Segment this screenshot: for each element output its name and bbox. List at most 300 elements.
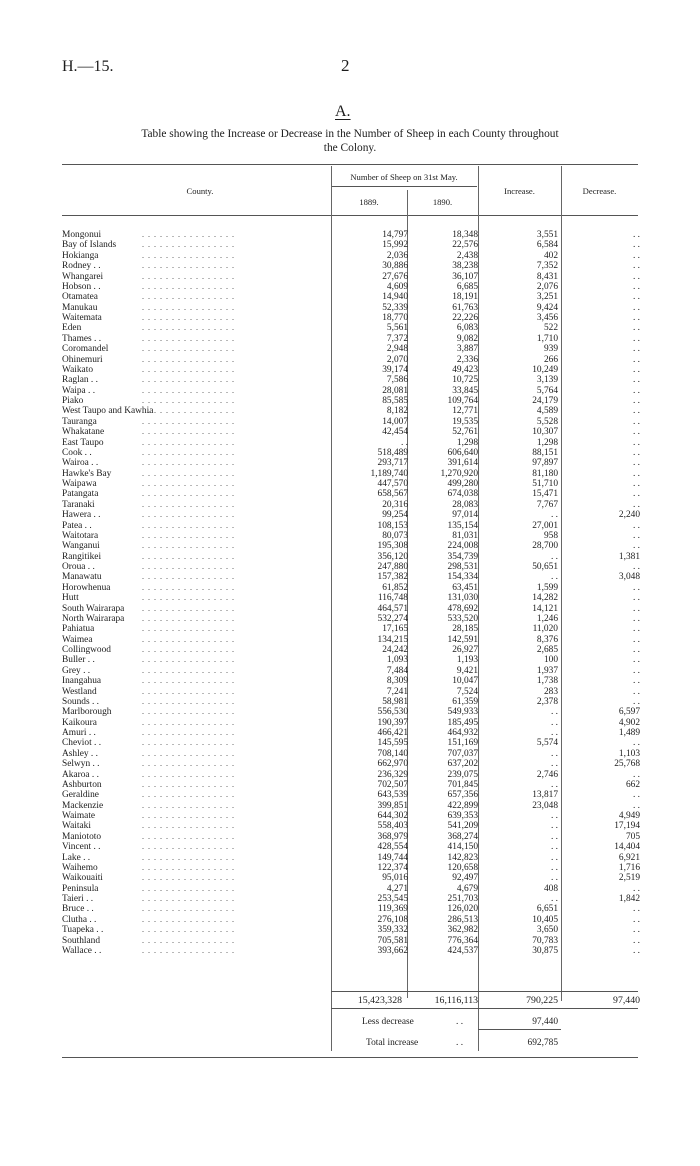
sheep-1890: 2,438 [456, 250, 478, 261]
decrease-value: 705 [625, 831, 640, 842]
table-row [0, 738, 700, 748]
increase-value: 7,352 [536, 261, 558, 272]
county-name: Waimate [62, 811, 96, 821]
table-row [0, 427, 700, 437]
sheep-1890: 61,763 [452, 302, 478, 313]
increase-value: . . [550, 551, 558, 562]
sheep-1889: . . [400, 437, 408, 448]
header-bottom-rule [62, 215, 638, 216]
table-row [0, 251, 700, 261]
sheep-1890: 7,524 [456, 686, 478, 697]
dot-leader: . . . . . . . . . . . . . . . . [142, 645, 235, 654]
decrease-value: . . [632, 935, 640, 946]
sheep-1890: 298,531 [447, 562, 478, 572]
county-name: Horowhenua [62, 582, 111, 593]
county-name: Hawera . . [62, 510, 101, 521]
increase-value: 3,650 [536, 925, 558, 936]
sheep-1890: 22,576 [452, 240, 478, 251]
decrease-value: . . [632, 541, 640, 552]
sheep-1890: 142,591 [447, 634, 478, 645]
dot-leader: . . . . . . . . . . . . . . . . [142, 582, 235, 592]
header-year-1890: 1890. [432, 197, 453, 207]
page-number: 2 [341, 56, 350, 75]
increase-value: 28,700 [532, 541, 558, 552]
dot-leader: . . . . . . . . . . . . . . . . [142, 562, 235, 571]
sheep-1889: 119,369 [377, 904, 408, 915]
sheep-1889: 7,372 [386, 333, 408, 344]
decrease-value: . . [632, 676, 640, 687]
county-name: Pahiatua [62, 624, 95, 635]
sheep-1890: 142,823 [447, 852, 478, 863]
table-row [0, 438, 700, 448]
dot-leader: . . . . . . . . . . . . . . . . [142, 489, 235, 499]
increase-value: 2,076 [536, 281, 558, 292]
table-row [0, 261, 700, 271]
increase-value: 6,584 [536, 240, 558, 251]
sheep-1890: 639,353 [447, 811, 478, 821]
increase-value: 2,685 [536, 645, 558, 655]
sheep-1890: 49,423 [452, 364, 478, 375]
sheep-1889: 20,316 [382, 499, 408, 510]
county-name: Thames . . [62, 333, 102, 344]
table-row [0, 821, 700, 831]
increase-value: . . [550, 707, 558, 718]
decrease-value: . . [632, 479, 640, 489]
county-name: Lake . . [62, 852, 91, 863]
county-name: Manukau [62, 302, 98, 313]
sheep-1890: 22,226 [452, 313, 478, 323]
dot-leader: . . . . . . . . . . . . . . . . [142, 593, 235, 603]
increase-value: 15,471 [532, 489, 558, 500]
table-row [0, 531, 700, 541]
sheep-1890: 9,421 [456, 665, 478, 676]
county-name: Patea . . [62, 520, 92, 531]
county-name: Hokianga [62, 250, 99, 261]
sheep-1889: 643,539 [377, 790, 408, 801]
dot-leader: . . . . . . . . . . . . . . . . [142, 406, 235, 416]
dot-leader: . . . . . . . . . . . . . . . . [142, 862, 235, 872]
table-row [0, 469, 700, 479]
dot-leader: . . . . . . . . . . . . . . . . [142, 240, 235, 250]
sheep-1889: 24,242 [382, 645, 408, 655]
decrease-value: 14,404 [614, 842, 640, 853]
dot-leader: . . . . . . . . . . . . . . . . [142, 396, 235, 405]
decrease-value: . . [632, 738, 640, 749]
table-row [0, 375, 700, 385]
dot-leader: . . . . . . . . . . . . . . . . [142, 707, 235, 717]
dot-leader: . . . . . . . . . . . . . . . . [142, 696, 235, 706]
sheep-1889: 356,120 [377, 551, 408, 562]
county-name: Waipawa [62, 479, 97, 489]
increase-value: . . [550, 852, 558, 863]
dot-leader: . . . . . . . . . . . . . . . . [142, 717, 235, 727]
decrease-value: . . [632, 499, 640, 510]
sheep-1890: 674,038 [447, 489, 478, 500]
sheep-1889: 702,507 [377, 779, 408, 790]
increase-value: 23,048 [532, 800, 558, 811]
table-row [0, 811, 700, 821]
sheep-1889: 7,586 [386, 375, 408, 386]
sheep-1890: 61,359 [452, 696, 478, 707]
increase-value: . . [550, 842, 558, 853]
decrease-value: . . [632, 562, 640, 572]
sheep-1890: 606,640 [447, 447, 478, 458]
sheep-1889: 7,241 [386, 686, 408, 697]
county-name: Tauranga [62, 416, 97, 427]
table-row [0, 894, 700, 904]
table-row [0, 687, 700, 697]
county-name: Hobson . . [62, 281, 101, 292]
table-row [0, 240, 700, 250]
table-title-line-2: the Colony. [323, 142, 377, 154]
table-row [0, 925, 700, 935]
county-name: Taieri . . [62, 894, 94, 904]
increase-value: 13,817 [532, 790, 558, 801]
dot-leader: . . . . . . . . . . . . . . . . [142, 313, 235, 322]
decrease-value: . . [632, 385, 640, 396]
sheep-1889: 428,554 [377, 842, 408, 853]
sheep-1889: 464,571 [377, 603, 408, 614]
county-name: Coromandel [62, 344, 109, 355]
dot-leader: . . . . . . . . . . . . . . . . [142, 468, 235, 478]
table-row [0, 904, 700, 914]
dot-leader: . . . . . . . . . . . . . . . . [142, 738, 235, 748]
county-name: Patangata [62, 489, 99, 500]
decrease-value: . . [632, 406, 640, 417]
sheep-1889: 122,374 [377, 862, 408, 873]
table-title-line-1: Table showing the Increase or Decrease in the Number of Sheep in each County throughout [141, 128, 559, 140]
county-name: Wallace . . [62, 945, 102, 956]
increase-value: 10,405 [532, 914, 558, 925]
county-name: Otamatea [62, 292, 98, 303]
table-row [0, 676, 700, 686]
sheep-1889: 85,585 [382, 396, 408, 406]
sheep-1890: 18,191 [452, 292, 478, 303]
table-row [0, 541, 700, 551]
sheep-1889: 705,581 [377, 935, 408, 946]
sheep-1890: 354,739 [447, 551, 478, 562]
increase-value: 24,179 [532, 396, 558, 406]
table-row [0, 655, 700, 665]
decrease-value: 2,240 [618, 510, 640, 521]
dot-leader: . . . . . . . . . . . . . . . . [142, 572, 235, 582]
county-name: Kaikoura [62, 717, 97, 728]
county-name: Waipa . . [62, 385, 96, 396]
dot-leader: . . . . . . . . . . . . . . . . [142, 883, 235, 893]
sheep-1889: 14,797 [382, 230, 408, 240]
sheep-1889: 17,165 [382, 624, 408, 635]
sheep-1889: 276,108 [377, 914, 408, 925]
increase-value: 7,767 [536, 499, 558, 510]
table-row [0, 510, 700, 520]
total-increase-value: 692,785 [527, 1038, 558, 1048]
header-number-of-sheep: Number of Sheep on 31st May. [350, 172, 458, 182]
decrease-value: . . [632, 323, 640, 334]
county-name: Oroua . . [62, 562, 95, 572]
sheep-1890: 6,083 [456, 323, 478, 334]
sheep-1889: 662,970 [377, 759, 408, 770]
county-name: Bay of Islands [62, 240, 117, 251]
county-name: Southland [62, 935, 101, 946]
table-row [0, 873, 700, 883]
sheep-1890: 499,280 [447, 479, 478, 489]
increase-value: 88,151 [532, 447, 558, 458]
increase-value: 97,897 [532, 458, 558, 469]
less-decrease-label: Less decrease [362, 1017, 414, 1027]
county-name: North Wairarapa [62, 613, 125, 624]
increase-value: 70,783 [532, 935, 558, 946]
increase-value: 402 [543, 250, 558, 261]
dot-leader: . . . . . . . . . . . . . . . . [142, 935, 235, 945]
county-name: Bruce . . [62, 904, 94, 915]
sheep-1890: 701,845 [447, 779, 478, 790]
table-row [0, 728, 700, 738]
sheep-1889: 466,421 [377, 728, 408, 738]
sheep-1889: 1,093 [386, 655, 408, 666]
table-row [0, 386, 700, 396]
dot-leader: . . . . . . . . . . . . . . . . [142, 437, 235, 447]
table-row [0, 396, 700, 406]
dot-leader: . . . . . . . . . . . . . . . . [142, 281, 235, 291]
total-increase-label: Total increase [366, 1038, 419, 1048]
county-name: Akaroa . . [62, 769, 99, 780]
dot-leader: . . . . . . . . . . . . . . . . [142, 676, 235, 686]
table-row [0, 936, 700, 946]
dot-leader: . . . . . . . . . . . . . . . . [142, 385, 235, 395]
less-decrease-value: 97,440 [532, 1017, 558, 1027]
increase-value: 5,574 [536, 738, 558, 749]
table-row [0, 842, 700, 852]
table-row [0, 645, 700, 655]
dot-leader: . . . . . . . . . . . . . . . . [142, 354, 235, 364]
table-row [0, 458, 700, 468]
county-name: Waikato [62, 364, 94, 375]
dot-leader: . . . . . . . . . . . . . . . . [142, 728, 235, 737]
sheep-1889: 558,403 [377, 821, 408, 832]
sheep-1889: 39,174 [382, 364, 408, 375]
county-name: Waitaki [62, 821, 91, 832]
increase-value: 14,121 [532, 603, 558, 614]
sheep-1890: 135,154 [447, 520, 478, 531]
table-row [0, 790, 700, 800]
increase-value: 3,551 [536, 230, 558, 240]
increase-value: 5,764 [536, 385, 558, 396]
sheep-1890: 1,298 [456, 437, 478, 448]
county-name: Waitotara [62, 530, 99, 541]
decrease-value: . . [632, 271, 640, 282]
table-row [0, 707, 700, 717]
county-name: South Wairarapa [62, 603, 125, 614]
increase-value: 2,746 [536, 769, 558, 780]
dot-leader: . . . . . . . . . . . . . . . . [142, 479, 235, 488]
increase-value: 14,282 [532, 593, 558, 604]
increase-value: 5,528 [536, 416, 558, 427]
sheep-1889: 247,880 [377, 562, 408, 572]
table-row [0, 292, 700, 302]
county-name: Eden [62, 323, 82, 334]
increase-value: 6,651 [536, 904, 558, 915]
dot-leader: . . . . . . . . . . . . . . . . [142, 624, 235, 634]
county-name: Buller . . [62, 655, 95, 666]
sheep-1890: 10,725 [452, 375, 478, 386]
dot-leader: . . . . . . . . . . . . . . . . [142, 925, 235, 935]
decrease-value: . . [632, 655, 640, 666]
sheep-1890: 533,520 [447, 613, 478, 624]
dot-leader: . . . . . . . . . . . . . . . . [142, 748, 235, 758]
dot-leader: . . . . . . . . . . . . . . . . [142, 250, 235, 260]
increase-value: . . [550, 572, 558, 583]
sheep-1890: 478,692 [447, 603, 478, 614]
sheep-1890: 776,364 [447, 935, 478, 946]
increase-value: 50,651 [532, 562, 558, 572]
increase-value: 1,599 [536, 582, 558, 593]
dot-leader: . . . . . . . . . . . . . . . . [142, 261, 235, 271]
sheep-1890: 362,982 [447, 925, 478, 936]
sheep-1890: 422,899 [447, 800, 478, 811]
sheep-1890: 28,185 [452, 624, 478, 635]
sheep-1889: 80,073 [382, 530, 408, 541]
sheep-1890: 36,107 [452, 271, 478, 282]
decrease-value: . . [632, 364, 640, 375]
sheep-1889: 134,215 [377, 634, 408, 645]
dot-leader: . . . . . . . . . . . . . . . . [142, 375, 235, 385]
increase-value: 2,378 [536, 696, 558, 707]
decrease-value: . . [632, 333, 640, 344]
increase-value: . . [550, 811, 558, 821]
sheep-1890: 1,270,920 [440, 468, 478, 479]
increase-value: 266 [543, 354, 558, 365]
decrease-value: . . [632, 489, 640, 500]
county-name: Maniototo [62, 831, 102, 842]
decrease-value: . . [632, 427, 640, 438]
county-name: Mackenzie [62, 800, 104, 811]
sheep-1890: 424,537 [447, 945, 478, 956]
table-letter: A. [335, 103, 351, 120]
sheep-1890: 414,150 [447, 842, 478, 853]
county-name: Wanganui [62, 541, 100, 552]
table-row [0, 666, 700, 676]
sheep-1890: 26,927 [452, 645, 478, 655]
increase-value: . . [550, 862, 558, 873]
increase-value: 27,001 [532, 520, 558, 531]
dot-leader: . . . . . . . . . . . . . . . . [142, 686, 235, 696]
sheep-1889: 5,561 [386, 323, 408, 334]
county-name: Cook . . [62, 447, 92, 458]
decrease-value: . . [632, 302, 640, 313]
dot-leader: . . . . . . . . . . . . . . . . [142, 873, 235, 883]
table-row [0, 303, 700, 313]
increase-value: 1,738 [536, 676, 558, 687]
dot-leader: . . . . . . . . . . . . . . . . [142, 530, 235, 540]
table-row [0, 552, 700, 562]
table-row [0, 479, 700, 489]
dot-leader: . . . . . . . . . . . . . . . . [142, 790, 235, 800]
increase-value: 3,456 [536, 313, 558, 323]
sheep-1890: 637,202 [447, 759, 478, 770]
decrease-value: . . [632, 613, 640, 624]
dot-leader: . . . . . . . . . . . . . . . . [142, 665, 235, 675]
sheep-1889: 99,254 [382, 510, 408, 521]
dot-leader: . . . . . . . . . . . . . . . . [142, 458, 235, 468]
decrease-value: . . [632, 645, 640, 655]
county-name: Vincent . . [62, 842, 101, 853]
decrease-value: . . [632, 914, 640, 925]
dot-leader: . . . . . . . . . . . . . . . . [142, 655, 235, 665]
sheep-1890: 151,169 [447, 738, 478, 749]
county-name: Amuri . . [62, 728, 96, 738]
increase-value: 8,376 [536, 634, 558, 645]
decrease-value: . . [632, 447, 640, 458]
county-name: Whangarei [62, 271, 104, 282]
dot-leader: . . . . . . . . . . . . . . . . [142, 831, 235, 841]
increase-value: . . [550, 779, 558, 790]
county-name: Sounds . . [62, 696, 99, 707]
increase-value: 51,710 [532, 479, 558, 489]
decrease-value: . . [632, 344, 640, 355]
sheep-1890: 286,513 [447, 914, 478, 925]
header-increase: Increase. [504, 186, 535, 196]
header-ref: H.—15. [62, 58, 114, 75]
sheep-1890: 92,497 [452, 873, 478, 884]
dot-leader: . . . . . . . . . . . . . . . . [142, 416, 235, 426]
header-decrease: Decrease. [582, 186, 617, 196]
sheep-1889: 8,182 [386, 406, 408, 417]
dot-leader: . . . . . . . . . . . . . . . . [142, 520, 235, 530]
increase-value: 9,424 [536, 302, 558, 313]
total-1890: 16,116,113 [434, 995, 478, 1006]
sheep-1890: 63,451 [452, 582, 478, 593]
dot-leader: . . . . . . . . . . . . . . . . [142, 842, 235, 852]
dot-leader: . . . . . . . . . . . . . . . . [142, 541, 235, 551]
table-row [0, 272, 700, 282]
sheep-1889: 2,070 [386, 354, 408, 365]
table-top-rule [62, 164, 638, 165]
increase-value: 100 [543, 655, 558, 666]
sheep-1890: 549,933 [447, 707, 478, 718]
sheep-1889: 14,007 [382, 416, 408, 427]
dot-leader: . . . . . . . . . . . . . . . . [142, 499, 235, 509]
less-decrease-leader: . . [456, 1017, 464, 1027]
sheep-1890: 28,083 [452, 499, 478, 510]
dot-leader: . . . . . . . . . . . . . . . . [142, 302, 235, 312]
increase-value: . . [550, 831, 558, 842]
dot-leader: . . . . . . . . . . . . . . . . [142, 427, 235, 437]
county-name: Taranaki [62, 499, 95, 510]
table-row [0, 718, 700, 728]
county-name: Piako [62, 396, 84, 406]
table-row [0, 697, 700, 707]
increase-value: . . [550, 717, 558, 728]
sheep-1890: 109,764 [447, 396, 478, 406]
total-increase-sum: 790,225 [526, 995, 558, 1006]
increase-value: 30,875 [532, 945, 558, 956]
sheep-1890: 391,614 [447, 458, 478, 469]
decrease-value: 1,381 [618, 551, 640, 562]
increase-value: 1,710 [536, 333, 558, 344]
sheep-1889: 236,329 [377, 769, 408, 780]
table-row [0, 604, 700, 614]
sheep-1889: 399,851 [377, 800, 408, 811]
table-row [0, 884, 700, 894]
decrease-value: . . [632, 313, 640, 323]
decrease-value: . . [632, 582, 640, 593]
sheep-1889: 8,309 [386, 676, 408, 687]
table-title [40, 127, 660, 155]
sheep-1889: 14,940 [382, 292, 408, 303]
county-name: Waitemata [62, 313, 102, 323]
table-row [0, 230, 700, 240]
decrease-value: 25,768 [614, 759, 640, 770]
